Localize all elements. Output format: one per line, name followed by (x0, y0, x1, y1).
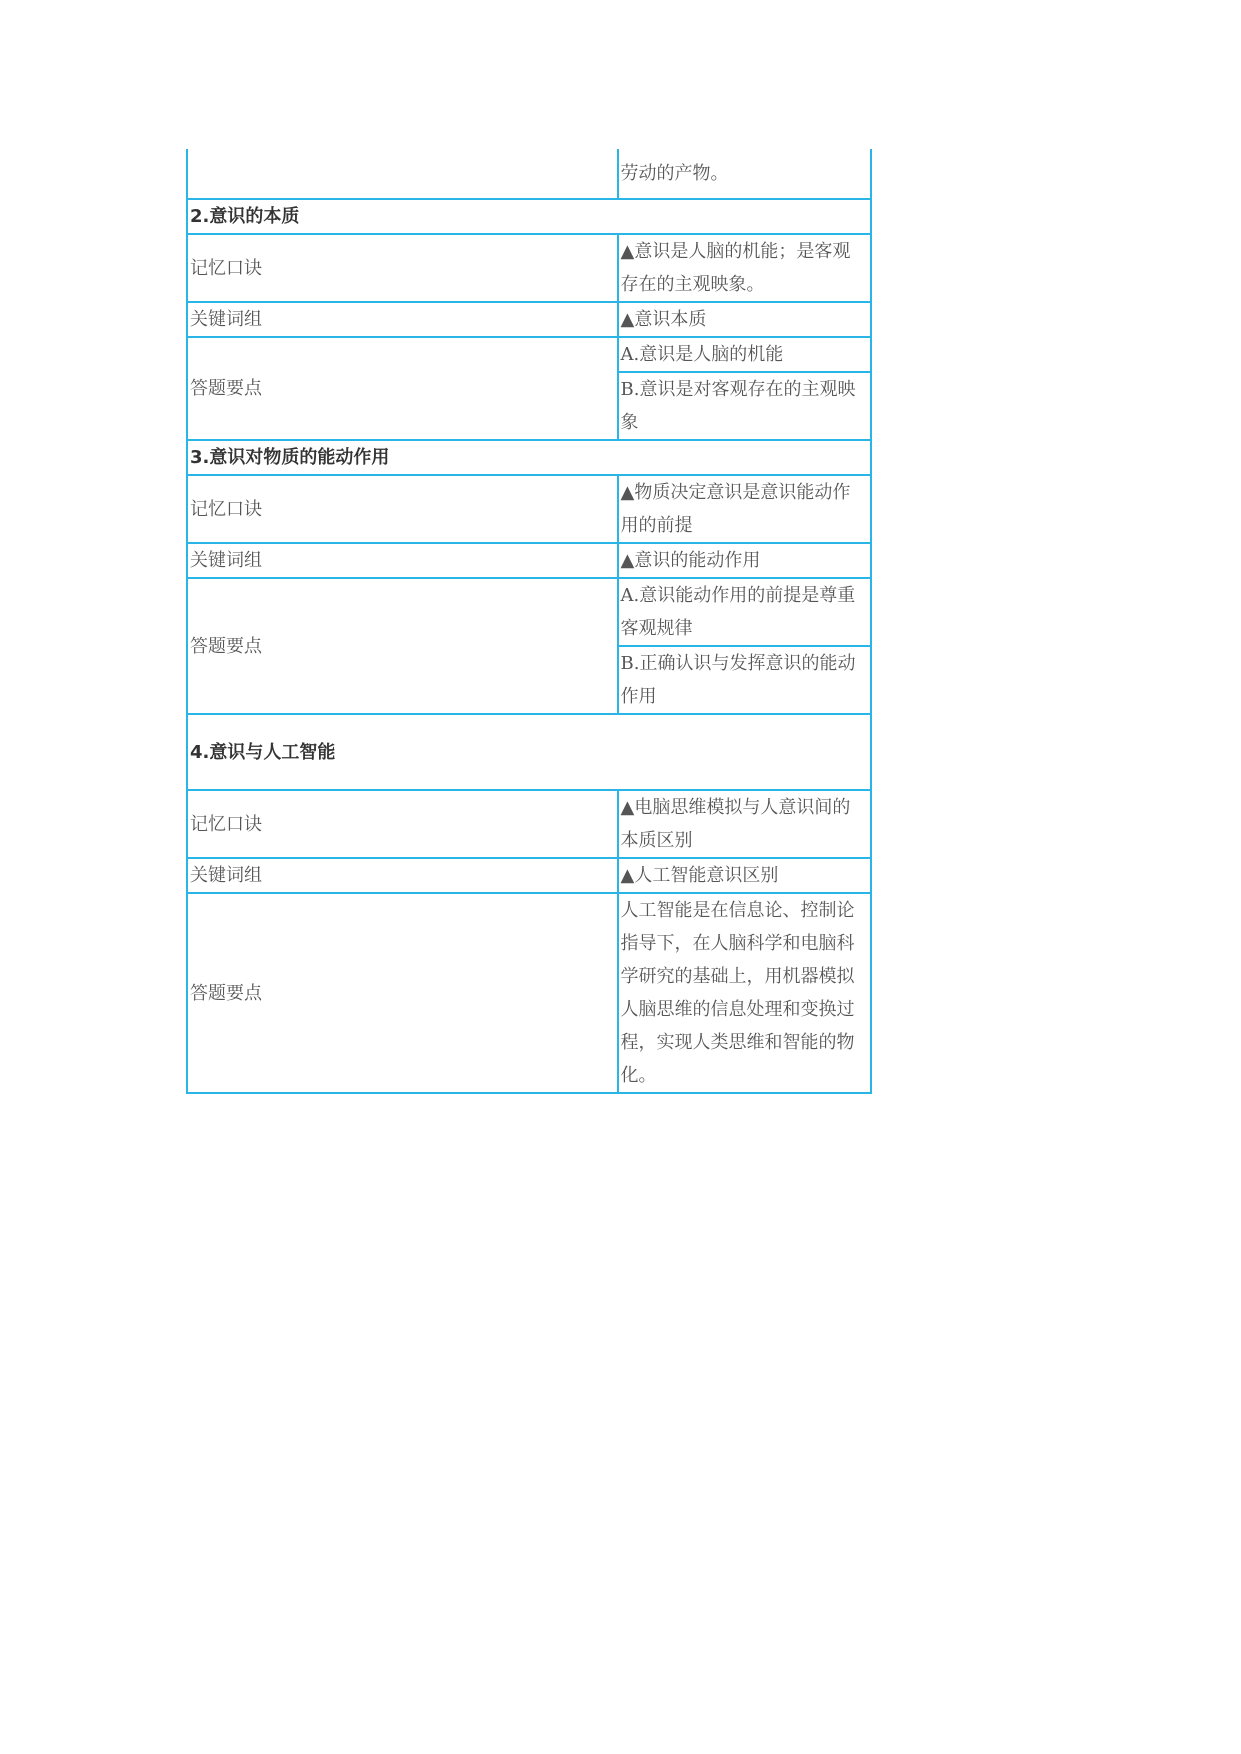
keyword-text: ▲人工智能意识区别 (618, 858, 871, 893)
table-row (187, 234, 871, 302)
memory-text: ▲电脑思维模拟与人意识间的本质区别 (618, 790, 871, 858)
memory-text: ▲物质决定意识是意识能动作用的前提 (618, 475, 871, 543)
answer-label: 答题要点 (187, 337, 618, 440)
keyword-label: 关键词组 (187, 543, 618, 578)
table-row (187, 337, 871, 372)
answer-text: 人工智能是在信息论、控制论指导下，在人脑科学和电脑科学研究的基础上，用机器模拟人脑思维的信息处理和变换过程，实现人类思维和智能的物化。 (618, 893, 871, 1093)
keyword-label: 关键词组 (187, 302, 618, 337)
answer-label: 答题要点 (187, 893, 618, 1093)
keyword-label: 关键词组 (187, 858, 618, 893)
empty-cell (187, 149, 618, 199)
answer-point: A.意识是人脑的机能 (618, 337, 871, 372)
keyword-text: ▲意识本质 (618, 302, 871, 337)
answer-point: B.意识是对客观存在的主观映象 (618, 372, 871, 440)
answer-point: A.意识能动作用的前提是尊重客观规律 (618, 578, 871, 646)
continuation-text: 劳动的产物。 (618, 149, 871, 199)
table-row (187, 149, 871, 199)
table-row (187, 790, 871, 858)
table-row (187, 858, 871, 893)
section-title: 3.意识对物质的能动作用 (187, 440, 871, 475)
table-row (187, 893, 871, 1093)
memory-label: 记忆口诀 (187, 790, 618, 858)
memory-label: 记忆口诀 (187, 234, 618, 302)
section-title: 4.意识与人工智能 (187, 714, 871, 790)
section-header-row (187, 199, 871, 234)
table-row (187, 578, 871, 646)
section-title: 2.意识的本质 (187, 199, 871, 234)
memory-label: 记忆口诀 (187, 475, 618, 543)
keyword-text: ▲意识的能动作用 (618, 543, 871, 578)
answer-point: B.正确认识与发挥意识的能动作用 (618, 646, 871, 714)
table-row (187, 302, 871, 337)
consciousness-study-table (186, 149, 872, 1094)
section-header-row (187, 440, 871, 475)
table-row (187, 543, 871, 578)
table-row (187, 475, 871, 543)
section-header-row (187, 714, 871, 790)
memory-text: ▲意识是人脑的机能；是客观存在的主观映象。 (618, 234, 871, 302)
answer-label: 答题要点 (187, 578, 618, 714)
